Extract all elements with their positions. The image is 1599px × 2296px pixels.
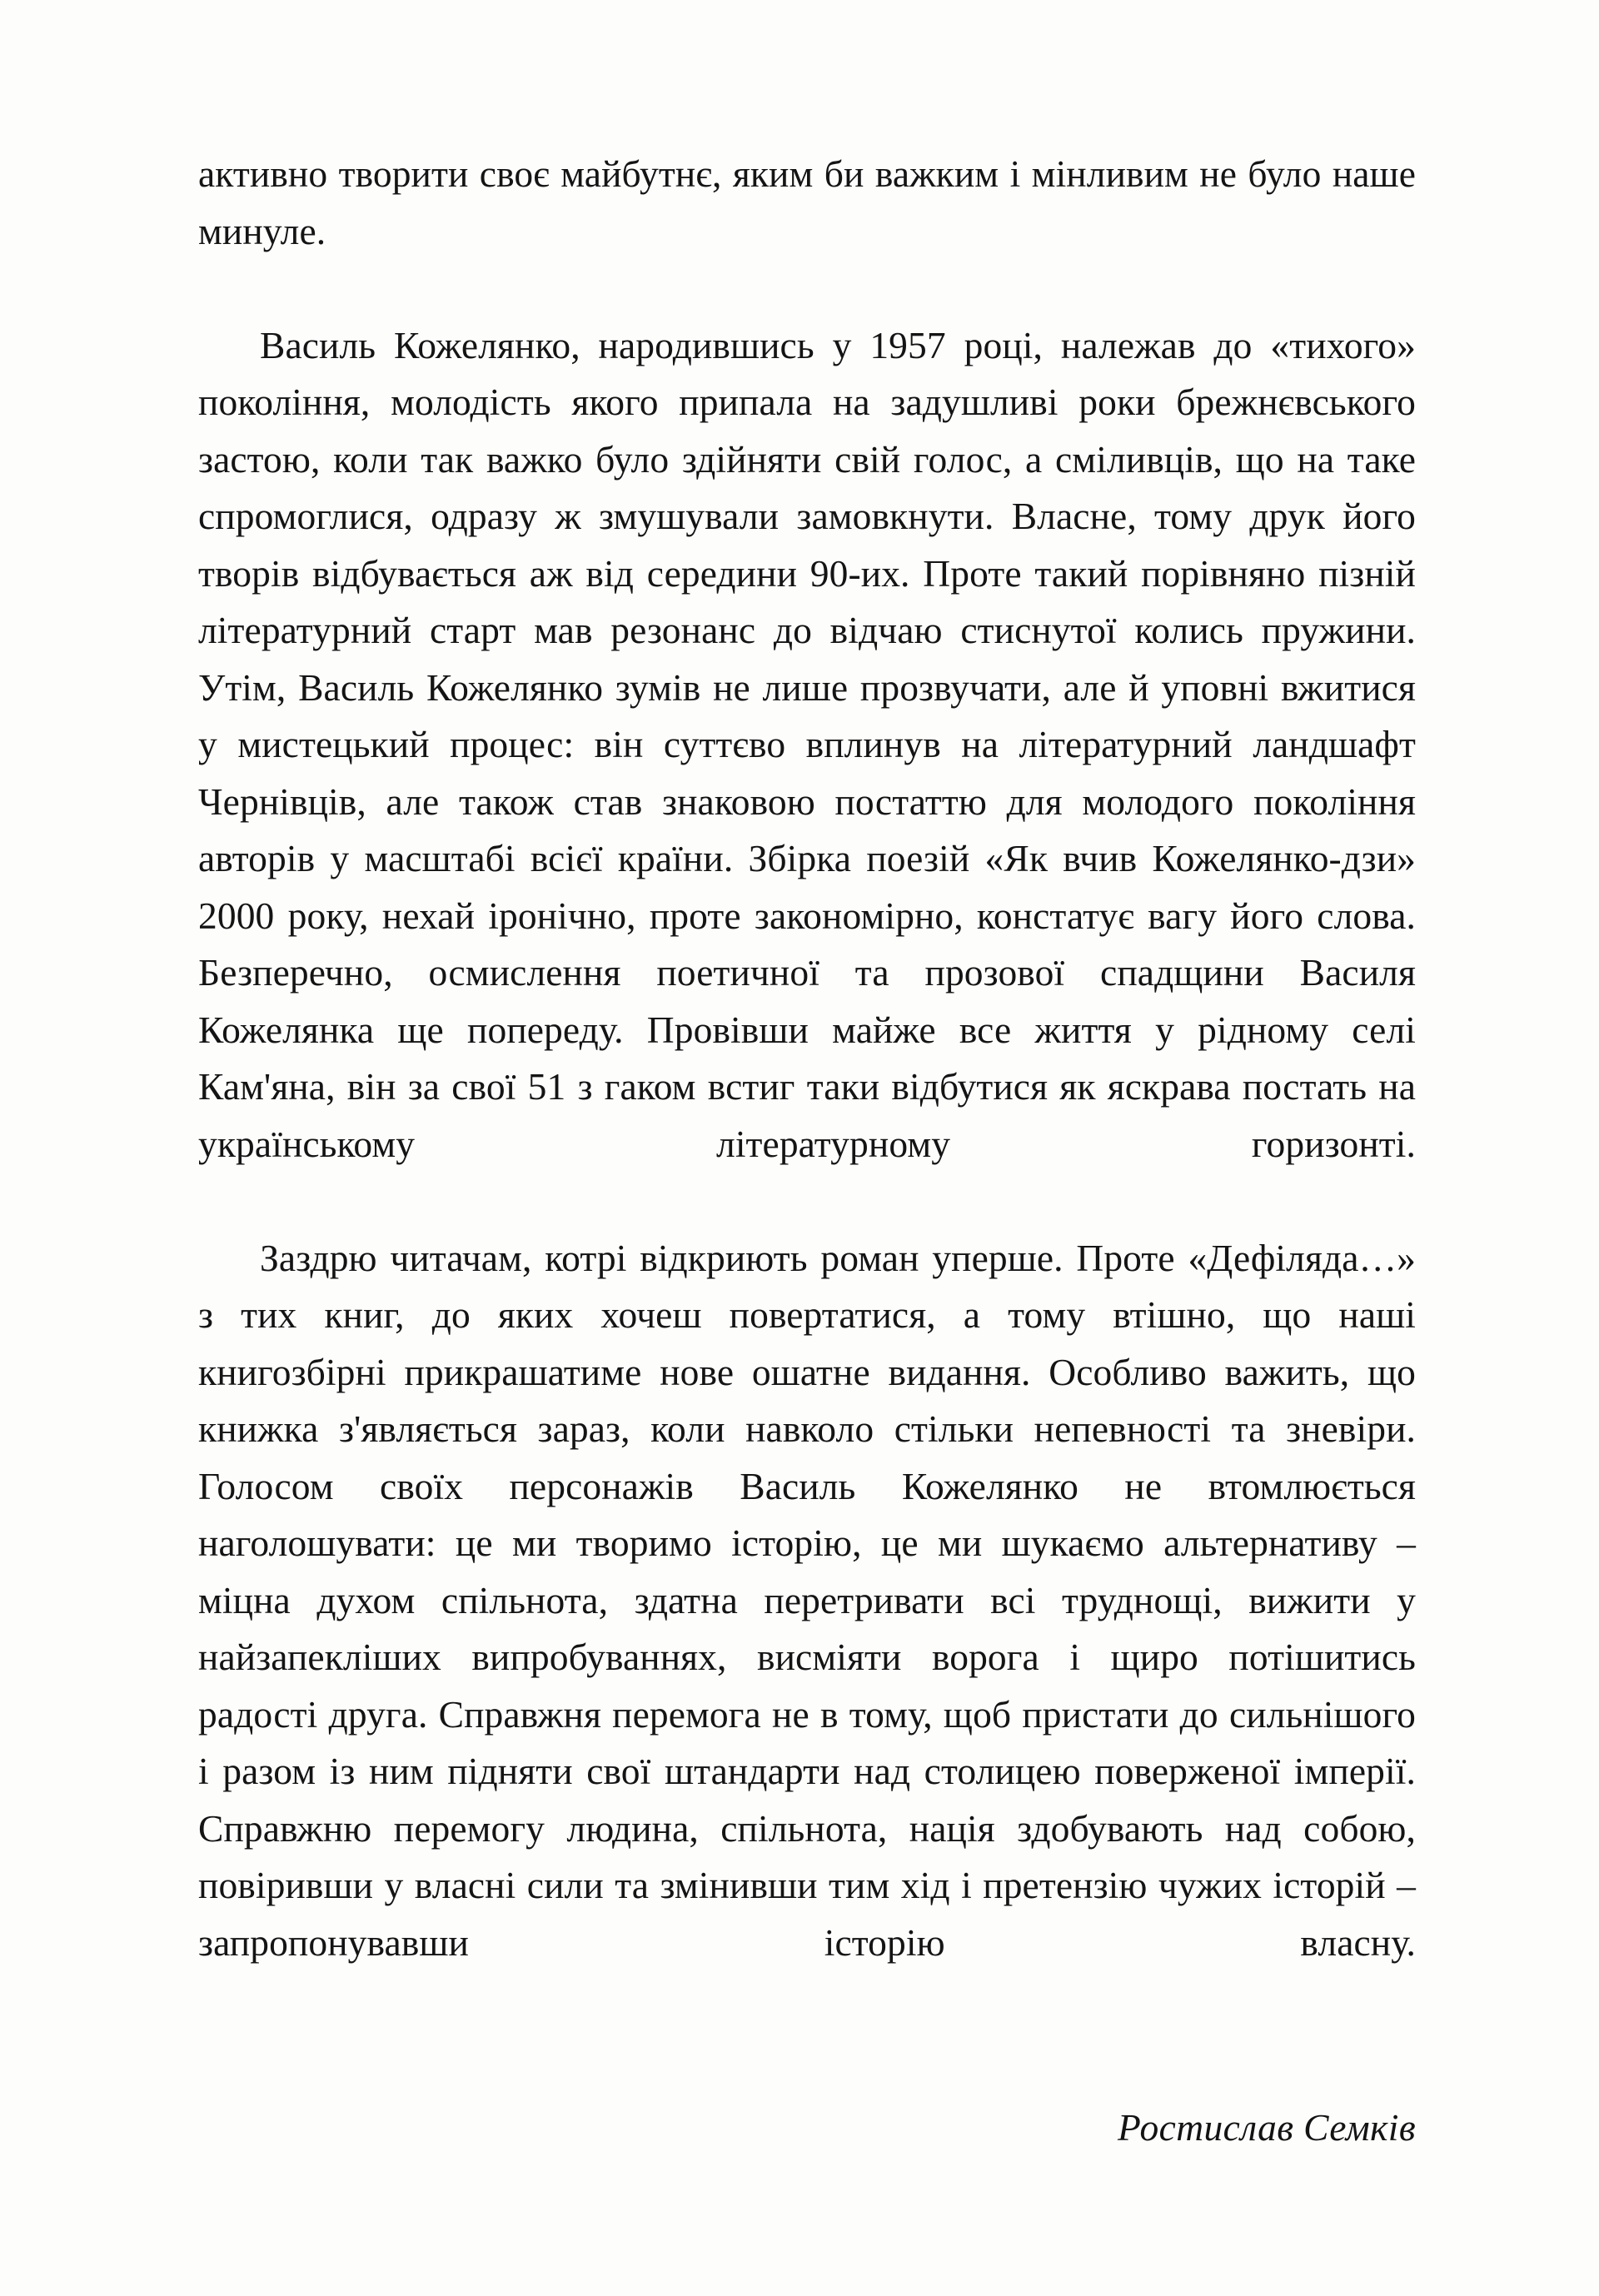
text-column: [198, 146, 1416, 2154]
author-signature: Ростислав Семків: [1117, 2105, 1416, 2149]
paragraph-2: Василь Кожелянко, народившись у 1957 році, належав до «тихого» покоління, молодість якого припала на задушливі роки брежнєвського застою, коли так важко було здійняти свій голос, а сміливців, що на таке спромоглися, одразу ж змушували замовкнути. Власне, тому друк його творів відбувається аж від середини 90-их. Проте такий порівняно пізній літературний старт мав резонанс до відчаю стиснутої колись пружини. Утім, Василь Кожелянко зумів не лише прозвучати, але й уповні вжитися у мистецький процес: він суттєво вплинув на літературний ландшафт Чернівців, але також став знаковою постаттю для молодого покоління авторів у масштабі всієї країни. Збірка поезій «Як вчив Кожелянко-дзи» 2000 року, нехай іронічно, проте закономірно, констатує вагу його слова. Безперечно, осмислення поетичної та прозової спадщини Василя Кожелянка ще попереду. Провівши майже все життя у рідному селі Кам'яна, він за свої 51 з гаком встиг таки відбутися як яскрава постать на українському літературному горизонті.: [198, 323, 1416, 1165]
signature-block: [198, 2102, 1416, 2154]
paragraph-3: Заздрю читачам, котрі відкриють роман уперше. Проте «Дефіляда…» з тих книг, до яких хочеш повертатися, а тому втішно, що наші книгозбірні прикрашатиме нове ошатне видання. Особливо важить, що книжка з'являється зараз, коли навколо стільки непевності та зневіри. Голосом своїх персонажів Василь Кожелянко не втомлюється наголошувати: це ми творимо історію, це ми шукаємо альтернативу – міцна духом спільнота, здатна перетривати всі труднощі, вижити у найзапекліших випробуваннях, висміяти ворога і щиро потішитись радості друга. Справжня перемога не в тому, щоб пристати до сильнішого і разом із ним підняти свої штандарти над столицею поверженої імперії. Справжню перемогу людина, спільнота, нація здобувають над собою, повіривши у власні сили та змінивши тим хід і претензію чужих історій – запропонувавши історію власну.: [198, 1236, 1416, 1964]
body-text: [198, 146, 1416, 2029]
paragraph-1: активно творити своє майбутнє, яким би важким і мінливим не було наше минуле.: [198, 152, 1416, 252]
